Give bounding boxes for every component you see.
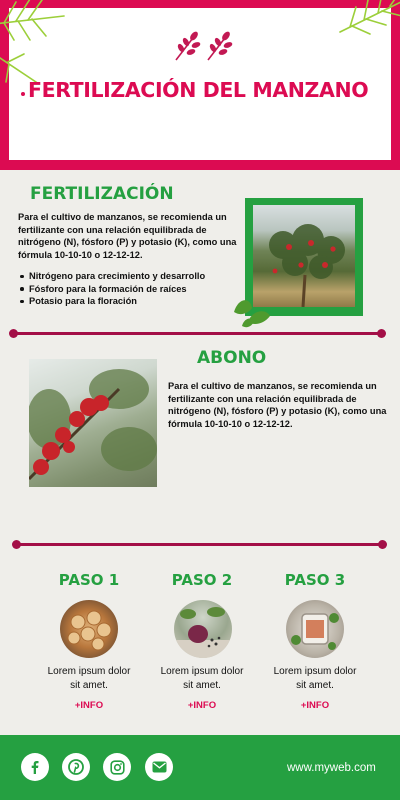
apple-branch-photo — [29, 359, 157, 487]
step-1-info-link[interactable]: +INFO — [74, 700, 104, 711]
abono-title: ABONO — [197, 348, 267, 368]
leaves-left-decoration — [0, 0, 74, 84]
page-title: FERTILIZACIÓN DEL MANZANO — [28, 78, 369, 102]
facebook-icon — [28, 760, 42, 774]
step-2-text: Lorem ipsum dolor sit amet. — [160, 666, 244, 691]
step-1-image — [60, 600, 118, 658]
step-2-info-link[interactable]: +INFO — [187, 700, 217, 711]
email-button[interactable] — [145, 753, 173, 781]
wheat-icon — [172, 30, 202, 62]
instagram-icon — [110, 760, 125, 775]
step-3-title: PASO 3 — [284, 571, 346, 589]
leaves-right-decoration — [330, 0, 400, 52]
step-1-text: Lorem ipsum dolor sit amet. — [47, 666, 131, 691]
fertilizacion-bullet-list — [18, 270, 243, 308]
pinterest-button[interactable] — [62, 753, 90, 781]
facebook-button[interactable] — [21, 753, 49, 781]
website-link[interactable]: www.myweb.com — [287, 762, 376, 774]
step-3-image — [286, 600, 344, 658]
fertilizacion-title: FERTILIZACIÓN — [30, 184, 174, 204]
step-1-title: PASO 1 — [58, 571, 120, 589]
instagram-button[interactable] — [103, 753, 131, 781]
section-divider — [17, 543, 383, 546]
section-divider — [14, 332, 382, 335]
step-2-image — [174, 600, 232, 658]
divider-dot — [378, 540, 387, 549]
pinterest-icon — [68, 759, 84, 775]
list-item: Potasio para la floración — [18, 295, 243, 308]
step-3-info-link[interactable]: +INFO — [300, 700, 330, 711]
email-icon — [152, 761, 167, 773]
wheat-icon — [204, 30, 234, 62]
divider-dot — [377, 329, 386, 338]
step-2-title: PASO 2 — [171, 571, 233, 589]
list-item: Nitrógeno para crecimiento y desarrollo — [18, 270, 243, 283]
step-3-text: Lorem ipsum dolor sit amet. — [273, 666, 357, 691]
fertilizacion-text: Para el cultivo de manzanos, se recomienda un fertilizante con una relación equilibrada de nitrógeno (N), fósforo (P) y potasio (K), como una fórmula 10-10-10 o 12-12-12. — [18, 212, 237, 260]
abono-text: Para el cultivo de manzanos, se recomienda un fertilizante con una relación equilibrada de nitrógeno (N), fósforo (P) y potasio (K), como una fórmula 10-10-10 o 12-12-12. — [168, 381, 387, 429]
title-bullet — [21, 92, 25, 96]
leaf-icon — [228, 292, 274, 330]
list-item: Fósforo para la formación de raíces — [18, 283, 243, 296]
